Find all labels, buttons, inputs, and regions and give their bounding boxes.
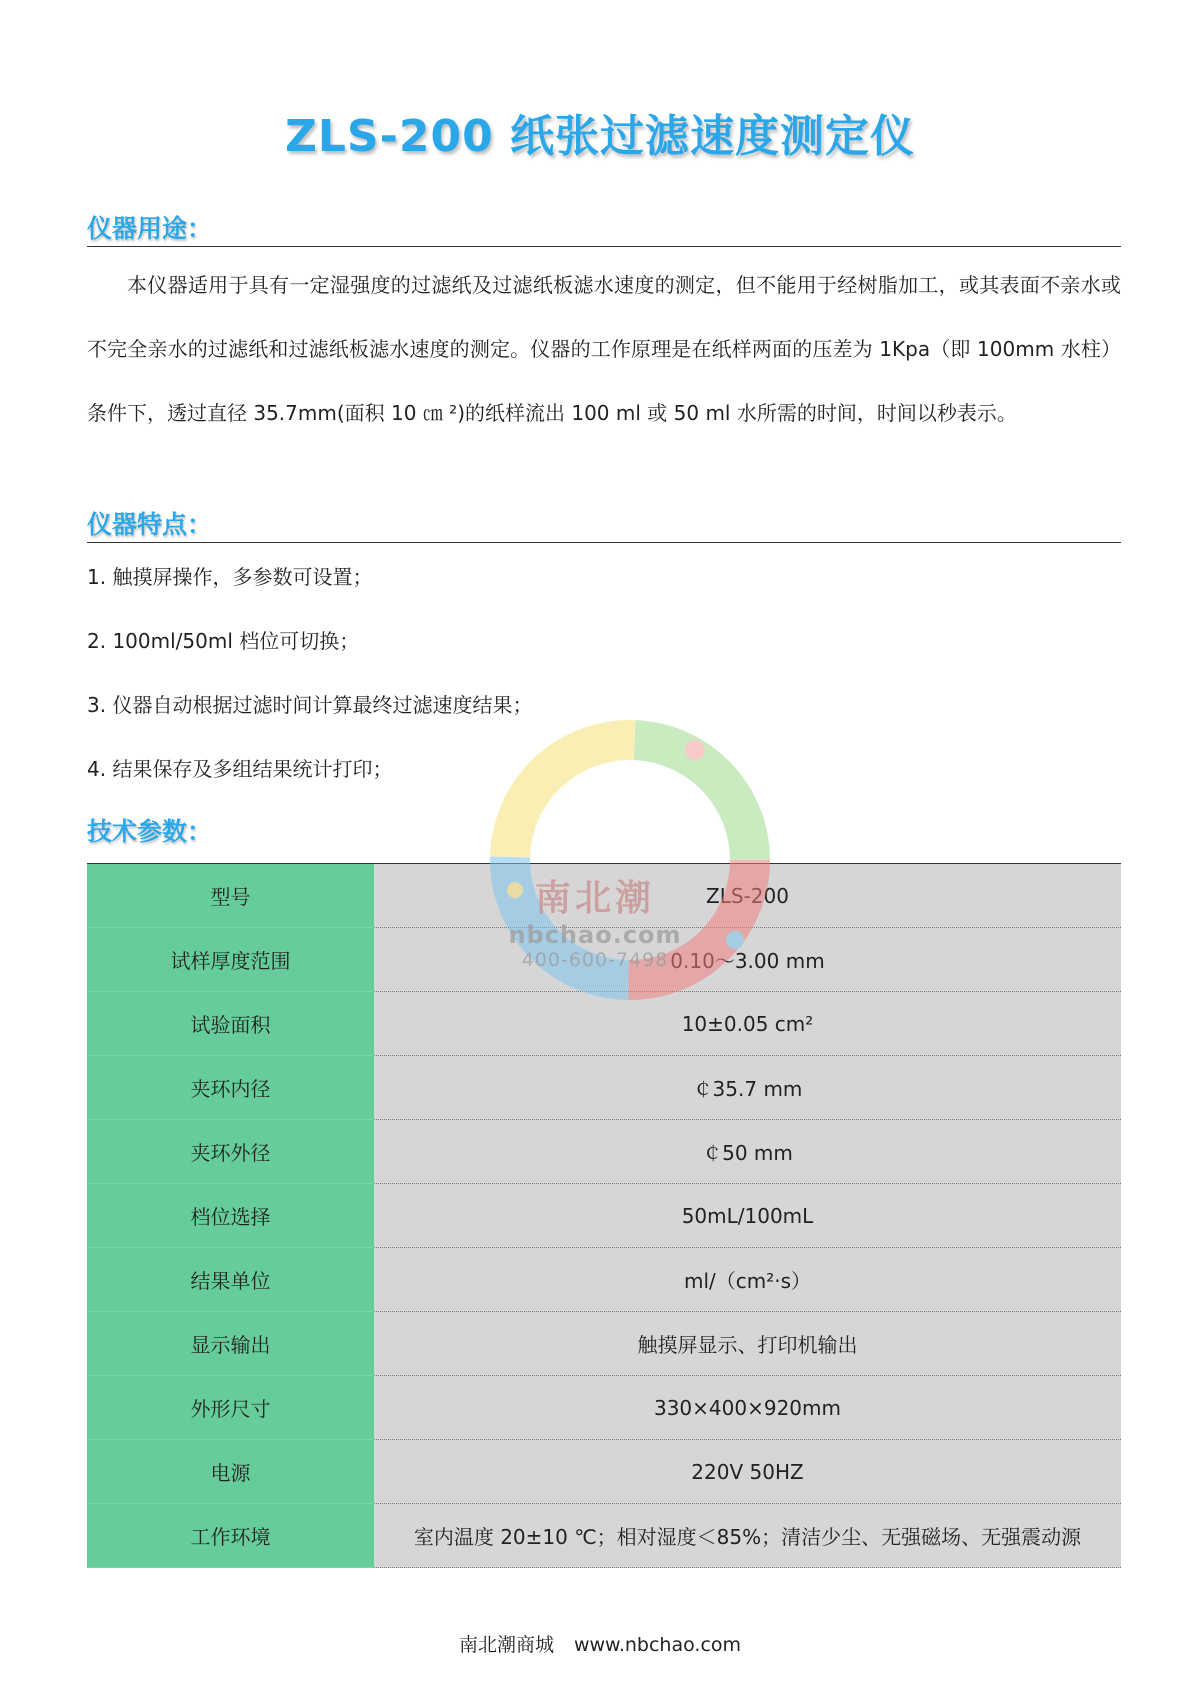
- table-row: [87, 1312, 1121, 1376]
- spec-value: 室内温度 20±10 ℃；相对湿度＜85%；清洁少尘、无强磁场、无强震动源: [374, 1504, 1121, 1568]
- features-section-title: 仪器特点：: [87, 510, 213, 539]
- page-footer: [0, 1630, 1200, 1657]
- page-title: ZLS-200 纸张过滤速度测定仪: [284, 111, 916, 162]
- table-row: [87, 1376, 1121, 1440]
- spec-key: 型号: [87, 864, 374, 928]
- features-section-header: [87, 508, 1121, 543]
- table-row: [87, 1440, 1121, 1504]
- table-row: [87, 1056, 1121, 1120]
- watermark-site: nbchao.com: [508, 921, 682, 949]
- table-row: [87, 992, 1121, 1056]
- spec-value: 50mL/100mL: [374, 1184, 1121, 1248]
- feature-item: 2. 100ml/50ml 档位可切换；: [87, 629, 360, 653]
- spec-value: 0.10～3.00 mm: [374, 928, 1121, 992]
- spec-key: 电源: [87, 1440, 374, 1504]
- table-row: [87, 1120, 1121, 1184]
- spec-key: 试验面积: [87, 992, 374, 1056]
- spec-value: ￠35.7 mm: [374, 1056, 1121, 1120]
- spec-key: 夹环内径: [87, 1056, 374, 1120]
- watermark-brand: 南北潮: [534, 878, 655, 919]
- watermark-phone: 400-600-7498: [521, 949, 669, 971]
- table-row: [87, 1248, 1121, 1312]
- spec-key: 结果单位: [87, 1248, 374, 1312]
- spec-key: 工作环境: [87, 1504, 374, 1568]
- spec-value: ml/（cm²·s）: [374, 1248, 1121, 1312]
- usage-section-title: 仪器用途：: [87, 214, 213, 243]
- spec-value: 220V 50HZ: [374, 1440, 1121, 1504]
- spec-value: 10±0.05 cm²: [374, 992, 1121, 1056]
- usage-paragraph: 本仪器适用于具有一定湿强度的过滤纸及过滤纸板滤水速度的测定，但不能用于经树脂加工，或其表面不亲水或不完全亲水的过滤纸和过滤纸板滤水速度的测定。仪器的工作原理是在纸样两面的压差为 1Kpa（即 100mm 水柱）条件下，透过直径 35.7mm(面积 10 ㎝ ²)的纸样流出 100 ml 或 50 ml 水所需的时间，时间以秒表示。: [87, 273, 1121, 425]
- spec-table: [87, 863, 1121, 1568]
- spec-key: 显示输出: [87, 1312, 374, 1376]
- table-row: [87, 928, 1121, 992]
- feature-item: 1. 触摸屏操作，多参数可设置；: [87, 565, 373, 589]
- spec-key: 夹环外径: [87, 1120, 374, 1184]
- spec-value: 触摸屏显示、打印机输出: [374, 1312, 1121, 1376]
- spec-key: 档位选择: [87, 1184, 374, 1248]
- feature-item: 4. 结果保存及多组结果统计打印；: [87, 757, 393, 781]
- spec-key: 外形尺寸: [87, 1376, 374, 1440]
- spec-value: ZLS-200: [374, 864, 1121, 928]
- table-row: [87, 1184, 1121, 1248]
- table-row: [87, 1504, 1121, 1568]
- feature-item: 3. 仪器自动根据过滤时间计算最终过滤速度结果；: [87, 693, 533, 717]
- usage-section-header: [87, 212, 1121, 247]
- specs-section-title: 技术参数：: [87, 817, 213, 846]
- table-row: [87, 864, 1121, 928]
- spec-value: ￠50 mm: [374, 1120, 1121, 1184]
- spec-value: 330×400×920mm: [374, 1376, 1121, 1440]
- spec-key: 试样厚度范围: [87, 928, 374, 992]
- footer-store-name: 南北潮商城: [458, 1634, 554, 1656]
- footer-url-link[interactable]: www.nbchao.com: [573, 1634, 742, 1656]
